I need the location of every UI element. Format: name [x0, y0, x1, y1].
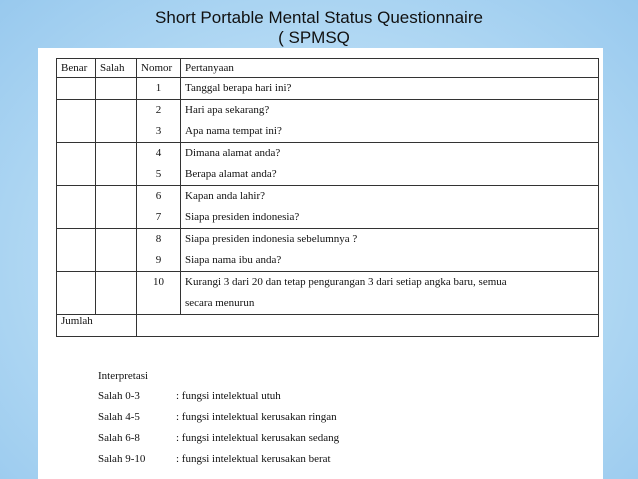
header-nomor: Nomor: [137, 59, 181, 78]
interpretation-level: Salah 0-3: [98, 390, 140, 402]
pertanyaan-cell: [181, 229, 599, 272]
salah-cell: [96, 186, 137, 229]
header-benar: Benar: [57, 59, 96, 78]
table-row: [57, 272, 599, 315]
interpretation-meaning: : fungsi intelektual kerusakan berat: [176, 453, 331, 465]
total-value-cell: [137, 315, 599, 337]
nomor-cell: [137, 272, 181, 315]
header-salah: Salah: [96, 59, 137, 78]
interpretation-row: [98, 407, 339, 428]
salah-cell: [96, 143, 137, 186]
interpretation-row: [98, 386, 339, 407]
interpretation-row: [98, 428, 339, 449]
benar-cell: [57, 229, 96, 272]
interpretation-meaning: : fungsi intelektual utuh: [176, 390, 281, 402]
question-text: Siapa nama ibu anda?: [185, 254, 282, 266]
interpretation-level: Salah 9-10: [98, 453, 146, 465]
benar-cell: [57, 186, 96, 229]
pertanyaan-cell: [181, 272, 599, 315]
table-row: [57, 186, 599, 229]
question-number: 6: [155, 190, 162, 202]
interpretation-meaning: : fungsi intelektual kerusakan sedang: [176, 432, 340, 444]
interpretation-level: Salah 6-8: [98, 432, 140, 444]
nomor-cell: [137, 78, 181, 100]
question-number: 1: [155, 82, 162, 94]
nomor-cell: [137, 186, 181, 229]
question-text: Kapan anda lahir?: [185, 190, 266, 202]
interpretation-level: Salah 4-5: [98, 411, 140, 423]
table-row: [57, 229, 599, 272]
title-line-1: Short Portable Mental Status Questionnaire: [155, 8, 483, 27]
question-number: 7: [155, 211, 162, 223]
question-number: 2: [155, 104, 162, 116]
table-header-row: [57, 59, 599, 78]
interpretation-section: [98, 366, 339, 470]
question-number: 10: [153, 276, 164, 288]
pertanyaan-cell: [181, 143, 599, 186]
total-label: Jumlah: [57, 315, 137, 337]
benar-cell: [57, 143, 96, 186]
pertanyaan-cell: [181, 186, 599, 229]
benar-cell: [57, 272, 96, 315]
table-row: [57, 100, 599, 143]
question-text: Siapa presiden indonesia?: [185, 211, 300, 223]
question-number: 5: [155, 168, 162, 180]
question-number: 4: [155, 147, 162, 159]
benar-cell: [57, 78, 96, 100]
nomor-cell: [137, 229, 181, 272]
total-row: [57, 315, 599, 337]
nomor-cell: [137, 100, 181, 143]
questionnaire-table: [56, 58, 599, 337]
question-number: [141, 293, 176, 314]
pertanyaan-cell: [181, 100, 599, 143]
question-text: Siapa presiden indonesia sebelumnya ?: [185, 233, 358, 245]
salah-cell: [96, 100, 137, 143]
question-text: secara menurun: [185, 297, 255, 309]
header-pertanyaan: Pertanyaan: [181, 59, 599, 78]
question-number: 8: [155, 233, 162, 245]
interpretation-row: [98, 449, 339, 470]
question-text: Hari apa sekarang?: [185, 104, 270, 116]
question-text: Tanggal berapa hari ini?: [185, 82, 292, 94]
salah-cell: [96, 78, 137, 100]
salah-cell: [96, 272, 137, 315]
questionnaire-document: [38, 48, 603, 479]
title-line-2: ( SPMSQ: [278, 28, 350, 47]
question-number: 9: [155, 254, 162, 266]
question-text: Berapa alamat anda?: [185, 168, 277, 180]
nomor-cell: [137, 143, 181, 186]
table-row: [57, 143, 599, 186]
question-text: Kurangi 3 dari 20 dan tetap pengurangan 3 dari setiap angka baru, semua: [185, 276, 507, 288]
interpretation-meaning: : fungsi intelektual kerusakan ringan: [176, 411, 337, 423]
table-row: [57, 78, 599, 100]
benar-cell: [57, 100, 96, 143]
pertanyaan-cell: [181, 78, 599, 100]
salah-cell: [96, 229, 137, 272]
question-number: 3: [155, 125, 162, 137]
question-text: Apa nama tempat ini?: [185, 125, 282, 137]
interpretation-heading: Interpretasi: [98, 370, 149, 382]
question-text: Dimana alamat anda?: [185, 147, 281, 159]
